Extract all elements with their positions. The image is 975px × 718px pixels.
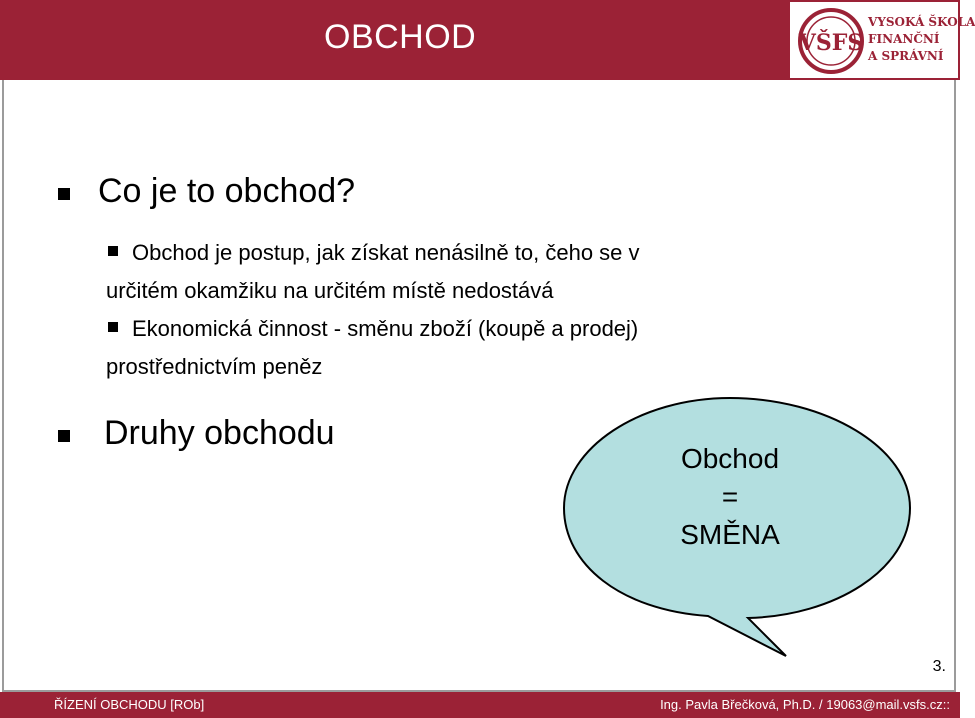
- school-name-line2: FINANČNÍ: [868, 32, 940, 46]
- svg-text:VŠFS: VŠFS: [798, 30, 864, 56]
- bullet-square-icon: [58, 188, 70, 200]
- bubble-line2: =: [721, 481, 739, 512]
- school-name-line1: VYSOKÁ ŠKOLA: [868, 15, 975, 29]
- footer-author: Ing. Pavla Břečková, Ph.D. / 19063@mail.vsfs.cz::: [660, 697, 950, 712]
- school-name: [868, 14, 975, 65]
- bullet-square-icon: [108, 246, 118, 256]
- point2-line2: prostřednictvím peněz: [106, 354, 323, 379]
- footer-bar: [0, 692, 960, 718]
- heading-what-is-trade: Co je to obchod?: [98, 172, 356, 210]
- school-name-line3: A SPRÁVNÍ: [868, 49, 944, 63]
- bullet-square-icon: [58, 430, 70, 442]
- heading-types-of-trade: Druhy obchodu: [104, 414, 335, 452]
- point1-line1: Obchod je postup, jak získat nenásilně to, čeho se v: [132, 240, 640, 265]
- vsfs-emblem-icon: [796, 6, 866, 76]
- point2-line1: Ekonomická činnost - směnu zboží (koupě a prodej): [132, 316, 639, 341]
- bubble-line3: SMĚNA: [680, 519, 780, 550]
- page-number: 3.: [932, 658, 946, 675]
- slide-title: OBCHOD: [324, 18, 477, 56]
- footer-course: ŘÍZENÍ OBCHODU [ROb]: [54, 697, 205, 712]
- bullet-square-icon: [108, 322, 118, 332]
- header-bar: [0, 0, 975, 80]
- bubble-line1: Obchod: [680, 443, 780, 474]
- point1-line2: určitém okamžiku na určitém místě nedostává: [106, 278, 554, 303]
- school-logo: [790, 2, 975, 78]
- bubble-text: [630, 440, 830, 554]
